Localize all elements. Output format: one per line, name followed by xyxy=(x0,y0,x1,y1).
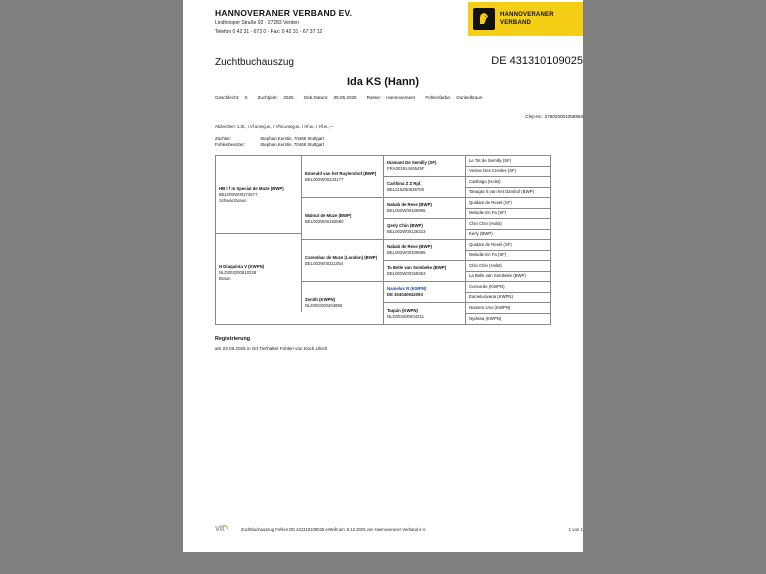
meta-chip-label: Chip-Nr.: xyxy=(525,114,544,119)
horse-meta-row xyxy=(215,95,583,100)
registration-text: am 23.06.2025 in Ort Tierhalter Fohlen von Koch,Ulrich xyxy=(215,346,328,351)
meta-birthdate-value: 05.05.2025 xyxy=(333,95,357,100)
pedigree-cell-gen4: Venise Des Cresles (SF) xyxy=(466,167,550,178)
gen3-id: BEL002W00159353 xyxy=(387,271,426,276)
pedigree-cell-dam xyxy=(216,234,302,312)
horse-name: Ida KS (Hann) xyxy=(346,76,420,88)
dam-id: NLD003200810328 xyxy=(219,270,257,275)
meta-color-label: Fohlenfarbe: xyxy=(425,95,452,100)
breeder-label: Züchter: xyxy=(215,136,232,141)
pedigree-cell-sire xyxy=(216,156,302,234)
meta-color xyxy=(425,95,482,100)
pedigree-cell-gen4: Le Tot de Semilly (SF) xyxy=(466,156,550,167)
meta-birthyear xyxy=(258,95,294,100)
pedigree-cell-gen4: Eamelusivana (KWPN) xyxy=(466,293,550,304)
meta-sex-value: S xyxy=(244,95,248,100)
markings-label: Abzeichen: xyxy=(215,124,236,129)
pedigree-table xyxy=(215,155,551,325)
pedigree-cell-gen3 xyxy=(384,240,466,261)
pedigree-cell-gen4: Carthago (Holst) xyxy=(466,177,550,188)
pedigree-cell-gen4: Chin Chin (Holst) xyxy=(466,261,550,272)
hannoveraner-verband-logo xyxy=(468,2,583,36)
logo-line-2: VERBAND xyxy=(500,20,532,26)
meta-birthyear-label: Zuchtjahr: xyxy=(257,95,279,100)
pedigree-cell-gen3 xyxy=(384,261,466,282)
gen2-name: Emerald van het Ruytershof (BWP) xyxy=(305,170,377,176)
gen3-id: NLD003200004211 xyxy=(387,313,424,319)
breeder-block xyxy=(215,136,324,149)
footer-page-number: 1 von 1 xyxy=(568,527,583,532)
gen2-id: BEL002W00182580 xyxy=(305,218,344,224)
owner-row xyxy=(215,142,324,148)
pedigree-col-gen1 xyxy=(216,156,302,324)
pedigree-cell-gen3 xyxy=(384,219,466,240)
registration-heading: Registrierung xyxy=(215,336,251,342)
gen3-id: BEL002W00106995 xyxy=(387,208,426,213)
gen3-id: BEL015Z50536700 xyxy=(387,187,425,192)
sire-name: HB I f m Special de Muze (BWP) xyxy=(219,185,284,191)
markings-value: 1.St., i Vf.unreg.w., r Vhs.unreg.w., i Hf.w., r Hf.w.,--- xyxy=(236,124,334,129)
gen2-name: Walnut de Muze (BWP) xyxy=(305,212,352,218)
pedigree-cell-gen3 xyxy=(384,303,466,324)
document-title: Zuchtbuchauszug xyxy=(215,57,294,68)
gen3-name: Nabab de Reve (BWP) xyxy=(387,244,432,249)
gen3-id: FRA00191446545F xyxy=(387,166,425,171)
gen3-id: DE 304040942093 xyxy=(387,292,423,297)
pedigree-cell-gen4: La Belle van Sombeke (BWP) xyxy=(466,272,550,283)
meta-breed xyxy=(367,95,416,100)
pedigree-cell-gen2 xyxy=(302,282,384,324)
pedigree-col-gen2 xyxy=(302,156,384,324)
meta-birthyear-value: 2025 xyxy=(283,95,294,100)
gen3-name: Nabab de Reve (BWP) xyxy=(387,202,432,207)
sire-id: BEL002W00272677 xyxy=(219,191,258,197)
gen3-name: Carthina Z Z Rpf. xyxy=(387,181,422,186)
pedigree-cell-gen4: Concorde (KWPN) xyxy=(466,282,550,293)
pedigree-cell-gen4: Tanagra S van het Darshof (BWP) xyxy=(466,188,550,199)
pedigree-cell-gen3 xyxy=(384,177,466,198)
breeder-value: Stephan,Kerstin, 70469 Stuttgart xyxy=(260,136,324,141)
pedigree-cell-gen4: Melodie En Fa (SF) xyxy=(466,251,550,262)
pedigree-col-gen4 xyxy=(466,156,550,324)
pedigree-cell-gen4: Nydissa (KWPN) xyxy=(469,315,502,321)
dam-name: H Diaquinta V (KWPN) xyxy=(219,264,265,269)
meta-breed-label: Rasse: xyxy=(366,95,381,100)
gen3-id: BEL002W00126323 xyxy=(387,229,426,234)
meta-birthdate xyxy=(304,95,357,100)
gen2-id: NLD003200404856 xyxy=(305,303,343,308)
gen2-id: BEL002W00233177 xyxy=(305,176,344,182)
gen2-id: BEL002W00211054 xyxy=(305,260,344,266)
meta-color-value: Dunkelbraun xyxy=(456,95,483,100)
markings-row xyxy=(215,124,543,130)
pedigree-cell-gen2 xyxy=(302,156,384,198)
gen3-name: Ta Belle van Sombeke (BWP) xyxy=(387,265,447,270)
pedigree-cell-gen3 xyxy=(384,156,466,177)
gen3-name: Taquin (KWPN) xyxy=(387,307,418,313)
pedigree-cell-gen4: Quidam de Revel (SF) xyxy=(466,198,550,209)
meta-breed-value: Hannoveraner xyxy=(386,95,416,100)
meta-birthdate-label: Geb.Datum: xyxy=(303,95,329,100)
pedigree-cell-gen3-highlighted xyxy=(384,282,466,303)
organization-address: Lindhooper Straße 92 · 27283 Verden xyxy=(215,20,299,26)
pedigree-cell-gen3 xyxy=(384,198,466,219)
gen3-id: BEL002W00106995 xyxy=(387,250,426,255)
pedigree-cell-gen2 xyxy=(302,198,384,240)
vit-logo xyxy=(215,523,227,534)
gen3-name: Diamant De Semilly (SF) xyxy=(387,160,437,165)
organization-name: HANNOVERANER VERBAND EV. xyxy=(215,8,353,18)
document-page xyxy=(183,0,583,552)
gen3-name: Qerly Chin (BWP) xyxy=(387,223,423,228)
meta-chip-value: 276020001058993 xyxy=(544,114,583,119)
organization-phone: Telefon 0 42 31 - 673 0 · Fax: 0 42 31 - 67 37 12 xyxy=(215,28,323,35)
pedigree-col-gen3 xyxy=(384,156,466,324)
pedigree-cell-gen4: Melodie En Fa (SF) xyxy=(466,209,550,220)
gen3-name: Namelus R (KWPN) xyxy=(387,286,427,291)
meta-chip xyxy=(525,114,583,119)
vit-logo-text: vit xyxy=(215,523,225,533)
dam-color: Braun xyxy=(219,276,231,281)
vit-logo-dot: ◝ xyxy=(224,523,228,533)
logo-line-1: HANNOVERANER xyxy=(500,12,554,18)
meta-sex xyxy=(215,95,248,100)
document-header xyxy=(215,8,465,36)
document-ueln: DE 431310109025 xyxy=(491,55,583,67)
pedigree-cell-gen4: Chin Chin (Holst) xyxy=(466,219,550,230)
gen2-name: Zenith (KWPN) xyxy=(305,297,336,302)
pedigree-cell-gen4: Kerly (BWP) xyxy=(466,230,550,241)
sire-color: Schwarzbraun xyxy=(219,197,247,203)
logo-text xyxy=(500,11,554,27)
page-inner xyxy=(183,0,583,552)
owner-value: Stephan,Kerstin, 70469 Stuttgart xyxy=(260,142,324,148)
horse-head-icon xyxy=(473,8,495,30)
pedigree-cell-gen2 xyxy=(302,240,384,282)
meta-sex-label: Geschlecht: xyxy=(215,95,240,100)
pedigree-cell-gen4: Numero Uno (KWPN) xyxy=(466,303,550,314)
footer-text: Zuchtbuchauszug Fohlen DE 431310109025 erstellt am: 8.12.2025 von Hannoveraner Verband e.V. xyxy=(241,527,427,532)
gen2-name: Carembar de Muze (London) (BWP) xyxy=(305,254,378,260)
pedigree-cell-gen4: Quidam de Revel (SF) xyxy=(466,240,550,251)
owner-label: Fohlenbesitzer: xyxy=(215,142,246,148)
